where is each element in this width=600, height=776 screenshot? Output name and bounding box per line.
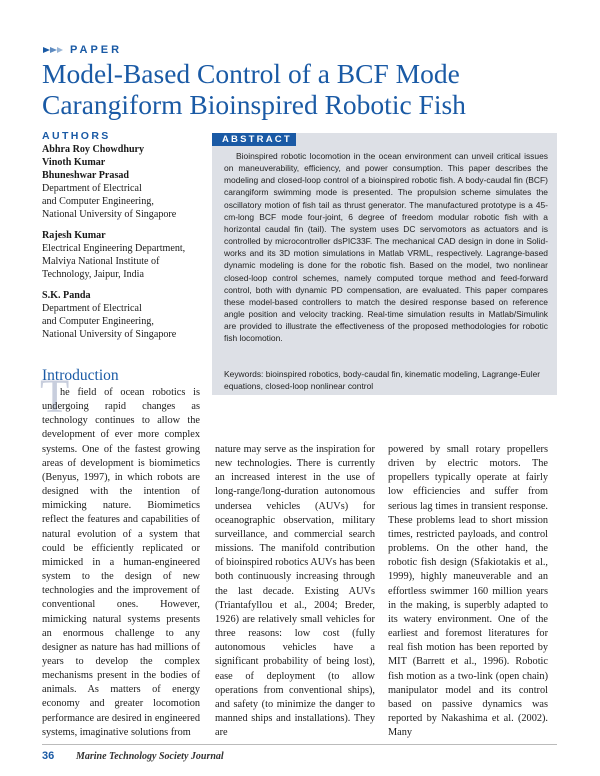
drop-cap: T xyxy=(40,370,70,423)
author-affiliation: and Computer Engineering, xyxy=(42,196,154,207)
abstract-text: Bioinspired robotic locomotion in the ocean environment can unveil critical issues on maneuverability, efficiency, and power consumption. This paper describes the modeling and closed-loop control of a bioinspired robotic fish. A body-caudal fin (BCF) carangiform swimming mode is presented. The propulsion scheme simulates the oscillatory motion of fish tail as thrust generator. The manufactured prototype is a 45-cm-long BCF mode four-joint, 6 degree of freedom modular robotic fish with a horizontal caudal fin (tail). The system uses DC servomotors as actuators and is controlled by microcontroller dsPIC33F. The mechanical CAD design in done in Solid-works and its 3D motion simulations in Matlab VRML, respectively. Lagrange-based dynamic modeling is done for the robotic fish. Based on the model, two nonlinear closed-loop control schemes, namely computed torque method and feed-forward control, both with dynamic PD compensation, are evaluated. This paper compares these model-based controllers to match the desired response based on reference angle position and velocity tracking. Real-time simulation results in Matlab/Simulink are provided to illustrate the effectiveness of the proposed methodologies for robotic fish locomotion. xyxy=(224,151,548,344)
body-column-2 xyxy=(215,443,375,740)
section-tag xyxy=(42,44,122,56)
authors-heading: AUTHORS xyxy=(42,130,111,142)
keywords: Keywords: bioinspired robotics, body-caudal fin, kinematic modeling, Lagrange-Euler equations, closed-loop nonlinear control xyxy=(224,369,541,392)
author-affiliation: Malviya National Institute of xyxy=(42,256,160,267)
journal-name: Marine Technology Society Journal xyxy=(76,751,224,762)
author-group xyxy=(42,229,202,281)
author-affiliation: Department of Electrical xyxy=(42,183,142,194)
author-affiliation: National University of Singapore xyxy=(42,329,177,340)
arrow-tag-icon xyxy=(42,45,64,55)
intro-heading: Introduction xyxy=(42,367,119,384)
author-affiliation: Electrical Engineering Department, xyxy=(42,243,186,254)
author-group xyxy=(42,289,202,341)
author-name: Abhra Roy Chowdhury xyxy=(42,144,145,155)
body-paragraph: powered by small rotary propellers driven by electric motors. The propellers typically operate at fairly low efficiencies and suffer from serious lag times in transient response. These problems lead to short mission times, restricted payloads, and control problems. On the other hand, the robotic fish design (Sfakiotakis et al., 1999), highly maneuverable and an effortless swimmer 160 million years in the making, is superbly adapted to its watery environment. One of the earliest and foremost literatures for real fish motion has been reported by MIT (Barrett et al., 1996). Robotic fish motion as a two-link (open chain) manipulator model and its control based on passive dynamics was reported by Nakashima et al. (2002). Many xyxy=(388,444,548,739)
author-name: Bhuneshwar Prasad xyxy=(42,170,130,181)
abstract-heading: ABSTRACT xyxy=(212,133,296,146)
author-affiliation: National University of Singapore xyxy=(42,209,177,220)
paper-title: Model-Based Control of a BCF Mode Carangiform Bioinspired Robotic Fish xyxy=(42,58,466,120)
footer-divider xyxy=(42,744,557,745)
page-number: 36 xyxy=(42,750,55,762)
author-name: Vinoth Kumar xyxy=(42,157,106,168)
section-label: PAPER xyxy=(70,44,123,56)
body-column-1 xyxy=(42,386,200,740)
body-column-3 xyxy=(388,443,548,740)
author-affiliation: and Computer Engineering, xyxy=(42,316,154,327)
authors-list xyxy=(42,143,202,349)
body-paragraph: he field of ocean robotics is undergoing rapid changes as technology continues to allow the development of ever more complex systems. One of the fastest growing areas of development is biomimetics (Benyus, 1997), in which robots are designed with the intention of mimicking nature. Biomimetics reflect the features and capabilities of natural evolution of a system that could be efficiently replicated or mimicked in a human-engineered system to the design of new technologies and the improvement of conventional ones. However, mimicking natural systems presents an enormous challenge to any designer as nature has had millions of years to develop the complex mechanisms present in the bodies of animals. As matters of energy economy and greater locomotion performance are desired in engineered systems, imaginative solutions from xyxy=(42,387,200,738)
author-name: S.K. Panda xyxy=(42,290,91,301)
author-name: Rajesh Kumar xyxy=(42,230,106,241)
author-affiliation: Technology, Jaipur, India xyxy=(42,269,144,280)
body-paragraph: nature may serve as the inspiration for new technologies. There is currently an increased interest in the use of long-range/long-duration autonomous undersea vehicles (AUVs) for oceanographic observation, military surveillance, and commercial search missions. The manifold contribution of bioinspired robotics AUVs has been both continuously increasing through the last decade. Existing AUVs (Triantafyllou et al., 2004; Breder, 1926) are relatively small vehicles for three reasons: low cost (fully autonomous vehicles have a significant probability of being lost), ease of deployment (to allow operations from conventional ships), and safety (to minimize the danger to manned ships and installations). They are xyxy=(215,444,375,739)
author-affiliation: Department of Electrical xyxy=(42,303,142,314)
author-group xyxy=(42,143,202,221)
